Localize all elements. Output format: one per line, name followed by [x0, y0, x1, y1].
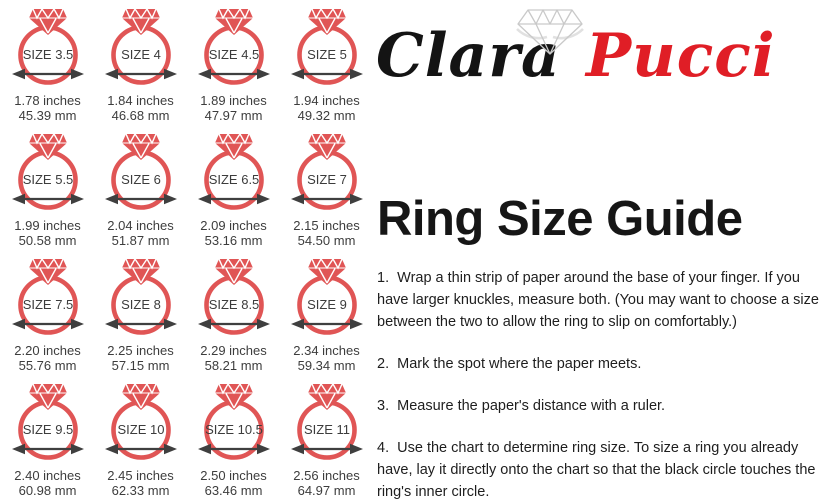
ring-measurements — [14, 468, 81, 498]
ring-measurements — [14, 343, 81, 373]
ring-mm: 45.39 mm — [18, 108, 77, 123]
ring-icon — [3, 132, 93, 214]
ring-size-cell — [94, 125, 187, 250]
ring-mm: 54.50 mm — [297, 233, 356, 248]
ring-size-label: SIZE 6 — [120, 172, 161, 187]
ring-size-label: SIZE 3.5 — [22, 47, 73, 62]
ring-size-label: SIZE 9 — [306, 297, 347, 312]
ring-icon — [3, 382, 93, 464]
ring-inches: 1.99 inches — [14, 218, 81, 233]
ring-icon — [189, 7, 279, 89]
ring-size-label: SIZE 10 — [117, 422, 164, 437]
ring-size-cell — [187, 250, 280, 375]
diameter-arrow-icon — [291, 194, 363, 204]
ring-icon — [96, 382, 186, 464]
ring-size-label: SIZE 6.5 — [208, 172, 259, 187]
ring-measurements — [107, 93, 174, 123]
diameter-arrow-icon — [198, 69, 270, 79]
ring-mm: 60.98 mm — [18, 483, 77, 498]
ring-inches: 2.40 inches — [14, 468, 81, 483]
page-title: Ring Size Guide — [377, 192, 743, 246]
ring-inches: 2.15 inches — [293, 218, 360, 233]
ring-measurements — [107, 343, 174, 373]
ring-icon — [96, 132, 186, 214]
ring-mm: 62.33 mm — [111, 483, 170, 498]
ring-inches: 1.78 inches — [14, 93, 81, 108]
brand-name-clara: Clara — [376, 21, 561, 91]
ring-icon — [189, 132, 279, 214]
ring-measurements — [293, 468, 360, 498]
ring-measurements — [200, 343, 267, 373]
brand-logo — [374, 8, 814, 108]
ring-inches: 1.94 inches — [293, 93, 360, 108]
diameter-arrow-icon — [291, 319, 363, 329]
diameter-arrow-icon — [198, 194, 270, 204]
ring-size-cell — [94, 375, 187, 500]
ring-size-label: SIZE 7 — [306, 172, 347, 187]
ring-inches: 1.89 inches — [200, 93, 267, 108]
ring-size-cell — [187, 125, 280, 250]
diameter-arrow-icon — [12, 194, 84, 204]
ring-measurements — [107, 218, 174, 248]
ring-icon — [282, 382, 372, 464]
step-2: 2. Mark the spot where the paper meets. — [377, 355, 642, 372]
ring-mm: 63.46 mm — [204, 483, 263, 498]
ring-mm: 49.32 mm — [297, 108, 356, 123]
ring-size-label: SIZE 10.5 — [204, 422, 263, 437]
ring-size-cell — [280, 125, 373, 250]
ring-icon — [282, 7, 372, 89]
ring-inches: 1.84 inches — [107, 93, 174, 108]
diameter-arrow-icon — [291, 69, 363, 79]
diameter-arrow-icon — [198, 444, 270, 454]
ring-size-cell — [1, 375, 94, 500]
ring-size-label: SIZE 8 — [120, 297, 161, 312]
ring-icon — [96, 257, 186, 339]
ring-size-label: SIZE 5 — [306, 47, 347, 62]
step-4: 4. Use the chart to determine ring size. To size a ring you already have, lay it directly onto the chart so that the black circle touches the ring's inner circle. — [377, 439, 820, 500]
ring-mm: 59.34 mm — [297, 358, 356, 373]
ring-size-cell — [187, 0, 280, 125]
ring-size-cell — [1, 125, 94, 250]
ring-measurements — [200, 468, 267, 498]
ring-size-label: SIZE 9.5 — [22, 422, 73, 437]
ring-size-label: SIZE 11 — [303, 422, 350, 437]
ring-size-cell — [280, 0, 373, 125]
ring-size-label: SIZE 5.5 — [22, 172, 73, 187]
ring-mm: 50.58 mm — [18, 233, 77, 248]
ring-inches: 2.45 inches — [107, 468, 174, 483]
ring-size-cell — [94, 0, 187, 125]
ring-mm: 64.97 mm — [297, 483, 356, 498]
ring-mm: 46.68 mm — [111, 108, 170, 123]
ring-mm: 47.97 mm — [204, 108, 263, 123]
ring-size-cell — [1, 250, 94, 375]
diameter-arrow-icon — [105, 69, 177, 79]
brand-diamond-icon — [514, 4, 586, 58]
ring-mm: 53.16 mm — [204, 233, 263, 248]
ring-measurements — [14, 93, 81, 123]
ring-size-label: SIZE 7.5 — [22, 297, 73, 312]
ring-mm: 58.21 mm — [204, 358, 263, 373]
ring-mm: 55.76 mm — [18, 358, 77, 373]
brand-name-pucci: Pucci — [586, 21, 776, 91]
ring-size-chart — [1, 0, 373, 500]
ring-measurements — [293, 343, 360, 373]
ring-icon — [189, 257, 279, 339]
ring-measurements — [293, 218, 360, 248]
ring-size-cell — [280, 375, 373, 500]
ring-size-cell — [280, 250, 373, 375]
ring-mm: 57.15 mm — [111, 358, 170, 373]
ring-inches: 2.09 inches — [200, 218, 267, 233]
step-1: 1. Wrap a thin strip of paper around the base of your finger. If you have larger knuckles, measure both. (You may want to choose a size between the two to allow the ring to slip on comfortably.) — [377, 269, 823, 330]
guide-section — [377, 194, 829, 501]
ring-inches: 2.04 inches — [107, 218, 174, 233]
ring-size-cell — [94, 250, 187, 375]
ring-inches: 2.25 inches — [107, 343, 174, 358]
ring-inches: 2.56 inches — [293, 468, 360, 483]
ring-size-cell — [1, 0, 94, 125]
ring-size-label: SIZE 4 — [120, 47, 161, 62]
ring-icon — [189, 382, 279, 464]
ring-size-label: SIZE 4.5 — [208, 47, 259, 62]
ring-mm: 51.87 mm — [111, 233, 170, 248]
ring-measurements — [293, 93, 360, 123]
ring-icon — [3, 7, 93, 89]
ring-icon — [282, 132, 372, 214]
diameter-arrow-icon — [12, 319, 84, 329]
ring-measurements — [200, 218, 267, 248]
diameter-arrow-icon — [198, 319, 270, 329]
step-3: 3. Measure the paper's distance with a ruler. — [377, 397, 666, 414]
diameter-arrow-icon — [291, 444, 363, 454]
ring-inches: 2.29 inches — [200, 343, 267, 358]
ring-measurements — [14, 218, 81, 248]
ring-icon — [3, 257, 93, 339]
ring-inches: 2.34 inches — [293, 343, 360, 358]
ring-measurements — [107, 468, 174, 498]
diameter-arrow-icon — [12, 444, 84, 454]
ring-measurements — [200, 93, 267, 123]
ring-size-cell — [187, 375, 280, 500]
ring-size-label: SIZE 8.5 — [208, 297, 259, 312]
ring-icon — [96, 7, 186, 89]
ring-icon — [282, 257, 372, 339]
ring-inches: 2.20 inches — [14, 343, 81, 358]
diameter-arrow-icon — [105, 194, 177, 204]
ring-inches: 2.50 inches — [200, 468, 267, 483]
diameter-arrow-icon — [12, 69, 84, 79]
diameter-arrow-icon — [105, 444, 177, 454]
diameter-arrow-icon — [105, 319, 177, 329]
